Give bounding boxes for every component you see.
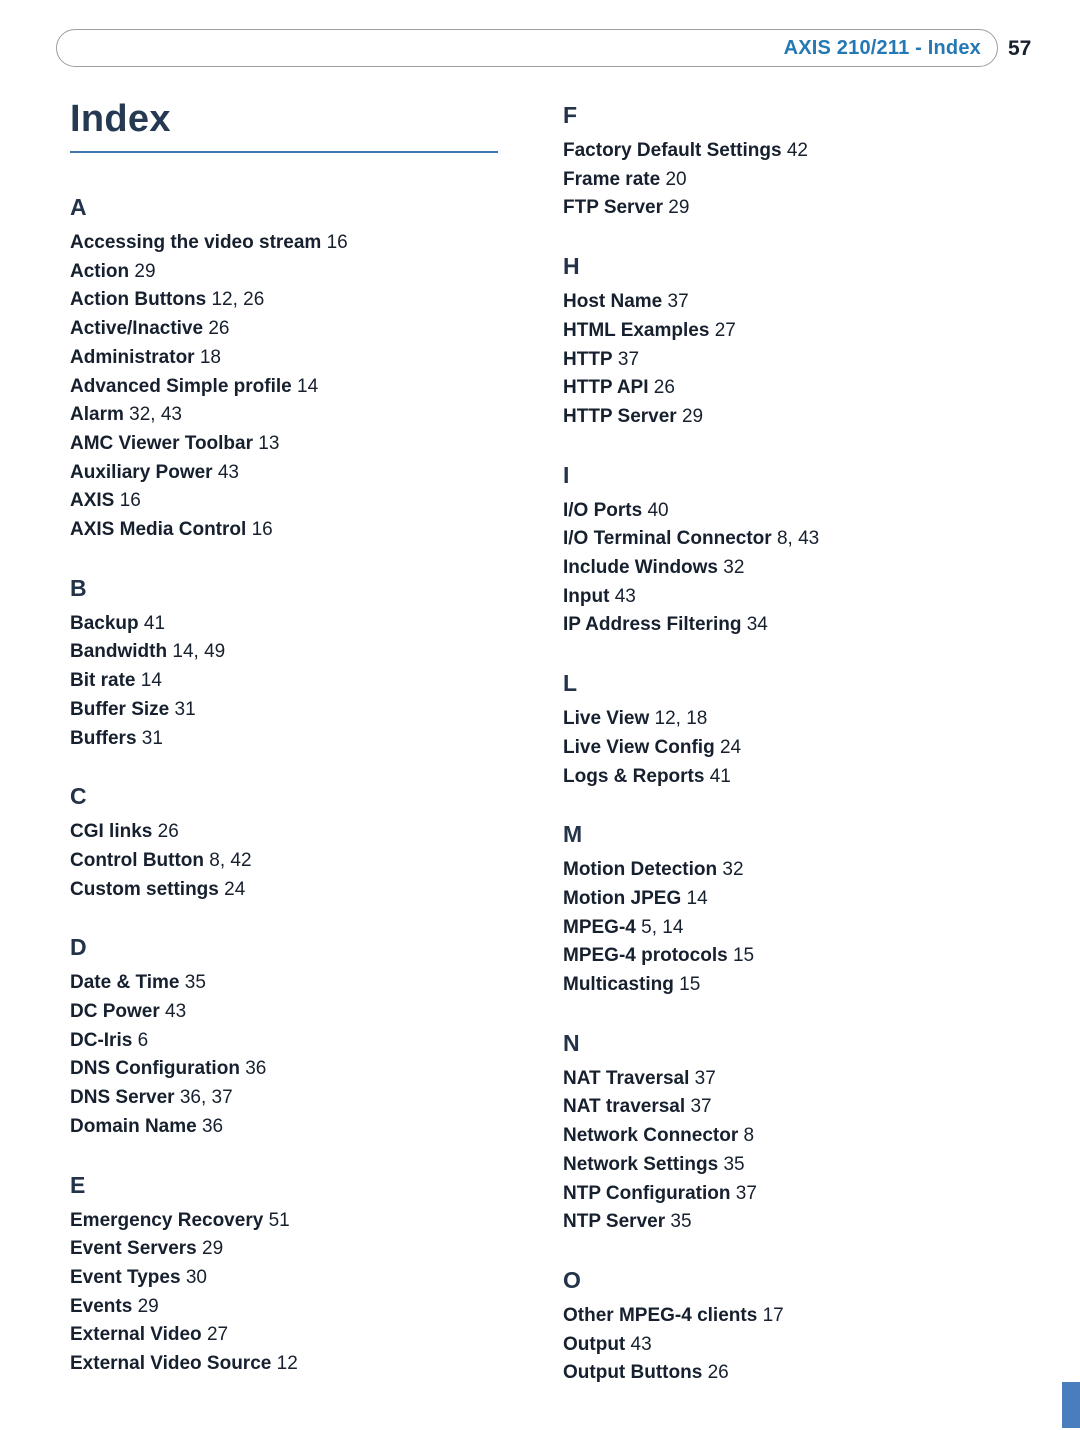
index-entry [563,554,1033,583]
index-column-right [563,100,1033,1388]
index-entry [70,818,540,847]
entry-pages: 12 [276,1353,298,1375]
entry-pages: 29 [668,197,690,219]
index-entry [70,401,540,430]
index-entry [70,459,540,488]
entry-term: I/O Terminal Connector [563,528,772,550]
entry-term: Active/Inactive [70,318,204,340]
index-entry [70,487,540,516]
section-tab-marker [1062,1382,1080,1428]
entry-term: HTTP Server [563,405,677,427]
entry-pages: 14, 49 [172,641,226,663]
index-entry [563,346,1033,375]
index-entry [70,998,540,1027]
entry-pages: 6 [137,1029,149,1051]
entry-term: Bit rate [70,670,136,692]
index-entry [563,885,1033,914]
entry-term: Events [70,1295,133,1317]
index-entry [563,317,1033,346]
entry-pages: 29 [137,1295,159,1317]
index-section-a [70,192,540,545]
entry-term: Accessing the video stream [70,232,322,253]
page-header [0,0,1080,80]
index-section-c [70,781,540,904]
entry-term: Event Types [70,1266,181,1288]
index-section-m [563,819,1033,1000]
index-column-left [70,192,540,1379]
index-entry [70,516,540,545]
entry-pages: 16 [326,232,348,253]
entry-term: Live View [563,708,650,730]
entry-term: Action [70,260,130,282]
entry-term: HTTP [563,348,613,370]
entry-pages: 32, 43 [129,404,182,426]
entry-pages: 16 [119,490,141,512]
index-entry [563,403,1033,432]
entry-term: Motion JPEG [563,887,682,909]
index-entry [70,315,540,344]
index-entry [563,1065,1033,1094]
index-entry [563,1122,1033,1151]
entry-term: Other MPEG-4 clients [563,1304,758,1326]
index-section-e [70,1170,540,1379]
section-letter: H [563,253,580,280]
index-entry [563,1093,1033,1122]
index-entry [70,373,540,402]
entry-pages: 24 [224,878,246,900]
index-entry [563,914,1033,943]
entry-pages: 29 [202,1238,224,1260]
index-entry [70,1264,540,1293]
index-entry [563,288,1033,317]
entry-term: Emergency Recovery [70,1209,264,1231]
index-section-d [70,932,540,1141]
index-section-f [563,100,1033,223]
entry-pages: 14 [297,375,319,397]
entry-term: Custom settings [70,878,219,900]
entry-term: Date & Time [70,972,180,994]
entry-pages: 16 [251,519,273,541]
index-entry [70,1084,540,1113]
entry-pages: 26 [653,377,675,399]
index-entry [563,1359,1033,1388]
section-letter: A [70,194,87,220]
entry-term: Frame rate [563,168,661,190]
entry-pages: 26 [208,318,230,340]
entry-term: Auxiliary Power [70,461,213,483]
index-entry [563,856,1033,885]
entry-term: Motion Detection [563,859,718,881]
entry-pages: 8, 42 [209,849,252,871]
entry-term: NAT Traversal [563,1067,690,1089]
entry-term: Live View Config [563,736,715,758]
entry-pages: 14 [686,887,708,909]
entry-term: Backup [70,612,139,634]
index-entry [70,696,540,725]
entry-pages: 26 [707,1362,729,1384]
entry-pages: 13 [258,432,280,454]
entry-pages: 8, 43 [776,528,820,550]
index-entry [563,137,1033,166]
entry-term: Factory Default Settings [563,140,782,161]
entry-pages: 14 [140,670,162,692]
entry-term: MPEG-4 [563,916,636,938]
index-entry [70,1293,540,1322]
entry-pages: 27 [206,1324,229,1346]
page-number: 57 [1008,37,1032,60]
index-entry [70,1113,540,1142]
index-entry [70,1321,540,1350]
index-entry [563,971,1033,1000]
index-entry [70,969,540,998]
index-entry [70,430,540,459]
index-entry [563,734,1033,763]
section-letter: D [70,934,87,961]
entry-term: AMC Viewer Toolbar [70,432,253,454]
entry-term: NAT traversal [563,1096,686,1118]
entry-pages: 36 [245,1058,267,1080]
index-entry [563,374,1033,403]
index-entry [70,638,540,667]
entry-pages: 15 [679,974,701,996]
index-section-b [70,573,540,754]
entry-pages: 15 [732,945,755,967]
entry-term: DC Power [70,1001,160,1023]
entry-pages: 41 [143,612,166,634]
entry-term: Alarm [70,404,124,426]
entry-pages: 43 [614,585,636,607]
index-section-h [563,251,1033,432]
index-entry [563,705,1033,734]
entry-term: Advanced Simple profile [70,375,292,397]
entry-pages: 12, 18 [654,708,708,730]
entry-pages: 40 [647,499,669,521]
entry-term: Buffer Size [70,698,170,720]
section-letter: C [70,783,87,810]
entry-term: NTP Server [563,1211,666,1233]
entry-term: Domain Name [70,1115,197,1137]
entry-pages: 37 [667,291,689,313]
entry-pages: 32 [722,859,744,881]
index-entry [563,1302,1033,1331]
index-entry [563,1331,1033,1360]
index-entry [70,1207,540,1236]
entry-term: NTP Configuration [563,1182,731,1204]
index-entry [70,1350,540,1379]
entry-pages: 31 [174,698,196,720]
entry-term: DNS Server [70,1087,175,1109]
index-entry [70,1027,540,1056]
entry-pages: 24 [719,736,742,758]
index-entry [70,847,540,876]
index-entry [563,194,1033,223]
section-letter: M [563,821,583,848]
entry-pages: 26 [157,821,179,843]
index-entry [563,763,1033,792]
entry-term: Output [563,1333,626,1355]
index-entry [70,286,540,315]
entry-term: External Video Source [70,1353,272,1375]
index-section-n [563,1028,1033,1237]
index-entry [70,725,540,754]
index-entry [563,1208,1033,1237]
entry-term: Input [563,585,610,607]
entry-pages: 42 [786,140,808,161]
index-entry [563,1180,1033,1209]
index-entry [70,344,540,373]
entry-pages: 12, 26 [211,289,265,311]
entry-pages: 37 [694,1067,716,1089]
entry-term: HTTP API [563,377,649,399]
entry-pages: 18 [199,346,221,368]
entry-pages: 35 [670,1211,692,1233]
entry-term: MPEG-4 protocols [563,945,728,967]
entry-term: DC-Iris [70,1029,133,1051]
entry-term: Control Button [70,849,205,871]
entry-pages: 29 [681,405,704,427]
title-rule [70,151,498,153]
index-entry [563,525,1033,554]
entry-term: Event Servers [70,1238,197,1260]
section-letter: F [563,102,578,128]
index-entry [70,876,540,905]
entry-pages: 37 [735,1182,757,1204]
entry-pages: 35 [723,1153,745,1175]
entry-pages: 34 [746,614,768,636]
entry-term: IP Address Filtering [563,614,742,636]
entry-term: Logs & Reports [563,765,705,787]
entry-term: Output Buttons [563,1362,703,1384]
entry-pages: 17 [762,1304,784,1326]
section-letter: L [563,670,578,697]
entry-pages: 43 [630,1333,652,1355]
entry-term: CGI links [70,821,153,843]
entry-pages: 20 [665,168,687,190]
section-letter: B [70,574,87,601]
entry-pages: 41 [709,765,731,787]
index-entry [70,1235,540,1264]
entry-pages: 27 [714,319,736,341]
index-entry [563,942,1033,971]
index-entry [563,583,1033,612]
header-pill [56,29,998,67]
entry-pages: 35 [184,972,206,994]
index-section-o [563,1265,1033,1388]
entry-pages: 8 [743,1125,755,1147]
entry-term: FTP Server [563,197,663,219]
entry-pages: 30 [185,1266,207,1288]
section-letter: N [563,1029,580,1056]
entry-term: Bandwidth [70,641,168,663]
entry-term: HTML Examples [563,319,710,341]
page-title: Index [70,98,171,140]
entry-pages: 29 [134,260,156,282]
entry-term: Host Name [563,291,663,313]
entry-term: Action Buttons [70,289,207,311]
entry-pages: 37 [617,348,640,370]
entry-pages: 43 [165,1001,187,1023]
index-entry [563,611,1033,640]
index-entry [563,497,1033,526]
entry-term: Administrator [70,346,195,368]
entry-pages: 31 [141,727,163,749]
entry-term: Network Settings [563,1153,719,1175]
section-letter: E [70,1171,86,1198]
entry-pages: 51 [268,1209,290,1231]
entry-term: Multicasting [563,974,674,996]
entry-term: AXIS Media Control [70,519,247,541]
entry-term: Include Windows [563,557,718,579]
entry-term: External Video [70,1324,202,1346]
entry-pages: 5, 14 [641,916,684,938]
entry-pages: 36 [201,1115,224,1137]
index-entry [563,166,1033,195]
entry-pages: 37 [690,1096,712,1118]
entry-term: Buffers [70,727,137,749]
entry-pages: 36, 37 [179,1087,233,1109]
entry-pages: 32 [723,557,745,579]
document-title: AXIS 210/211 - Index [783,36,981,59]
index-section-l [563,668,1033,791]
index-entry [70,667,540,696]
section-letter: I [563,461,570,488]
entry-term: Network Connector [563,1125,739,1147]
index-entry [70,229,540,258]
section-letter: O [563,1266,581,1293]
index-entry [70,258,540,287]
entry-pages: 43 [217,461,239,483]
index-section-i [563,460,1033,641]
index-entry [70,610,540,639]
entry-term: I/O Ports [563,499,643,521]
entry-term: AXIS [70,490,115,512]
index-entry [70,1055,540,1084]
index-entry [563,1151,1033,1180]
entry-term: DNS Configuration [70,1058,240,1080]
